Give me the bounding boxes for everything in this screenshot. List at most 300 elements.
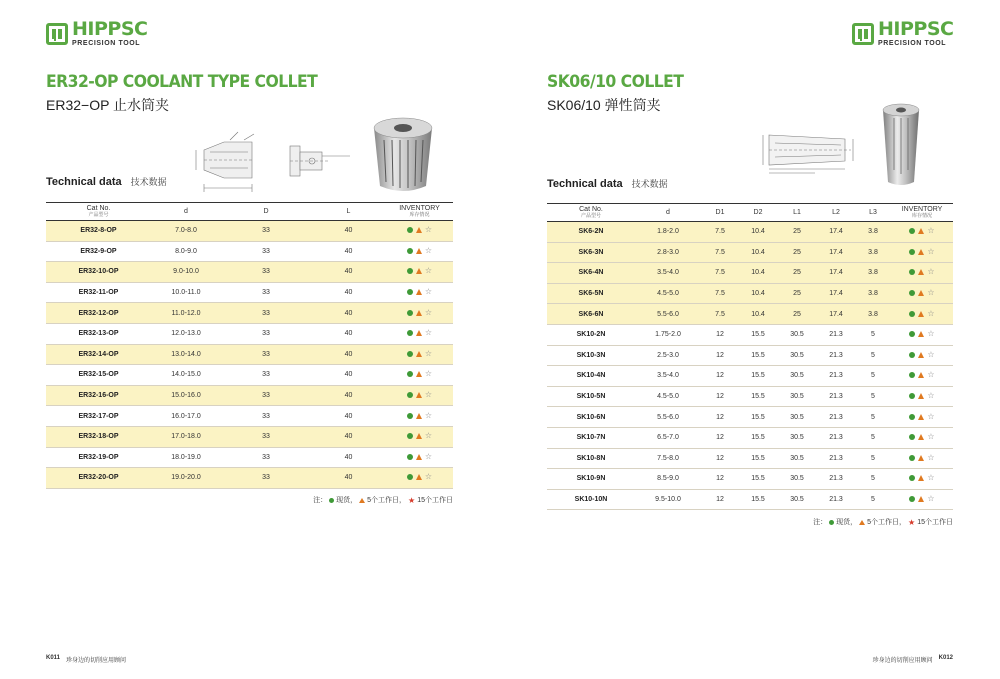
- column-header: D2: [753, 208, 763, 216]
- star-icon: ☆: [424, 245, 433, 255]
- value-cell: 33: [262, 268, 270, 276]
- column-header: INVENTORY 库存情况: [399, 205, 440, 218]
- cat-no-cell: SK10-9N: [576, 475, 606, 483]
- value-cell: 1.8-2.0: [657, 228, 679, 236]
- star-icon: ☆: [927, 411, 935, 421]
- table-row: [46, 426, 453, 447]
- value-cell: 7.5: [715, 310, 725, 318]
- green-dot-icon: [909, 434, 915, 440]
- green-dot-icon: [909, 290, 915, 296]
- value-cell: 8.0-9.0: [175, 247, 197, 255]
- cat-no-cell: SK10-8N: [576, 454, 606, 462]
- cat-no-cell: ER32-19-OP: [78, 453, 119, 461]
- table-row: [46, 406, 453, 427]
- star-icon: ☆: [424, 266, 433, 276]
- value-cell: 5.5-6.0: [657, 413, 679, 421]
- inventory-cell: [386, 385, 453, 406]
- green-dot-icon: [407, 413, 413, 419]
- value-cell: 40: [344, 392, 353, 400]
- value-cell: 5: [871, 372, 875, 380]
- table-row: [547, 469, 953, 490]
- value-cell: 12: [716, 434, 724, 442]
- value-cell: 40: [344, 309, 353, 317]
- page-number: K012: [938, 655, 953, 661]
- value-cell: 5: [871, 454, 875, 462]
- table-row: [46, 221, 453, 242]
- logo-mark-icon: [852, 23, 874, 45]
- orange-triangle-icon: [416, 454, 422, 460]
- value-cell: 30.5: [790, 393, 804, 401]
- value-cell: 10.4: [751, 248, 765, 256]
- value-cell: 7.5-8.0: [657, 454, 679, 462]
- orange-triangle-icon: [918, 331, 924, 337]
- value-cell: 12: [716, 351, 724, 359]
- green-dot-icon: [909, 414, 915, 420]
- inventory-cell: [386, 323, 453, 344]
- technical-data-heading: Technical data 技术数据: [46, 176, 167, 188]
- table-row: [46, 282, 453, 303]
- value-cell: 10.4: [751, 269, 765, 277]
- inventory-cell: [386, 262, 453, 283]
- table-row: [547, 222, 953, 243]
- value-cell: 4.5-5.0: [657, 393, 679, 401]
- inventory-cell: [386, 447, 453, 468]
- star-icon: ☆: [927, 432, 935, 442]
- cat-no-cell: SK6-3N: [578, 248, 604, 256]
- value-cell: 15.5: [751, 331, 765, 339]
- value-cell: 21.3: [829, 413, 843, 421]
- green-dot-icon: [407, 433, 413, 439]
- table-row: [46, 344, 453, 365]
- value-cell: 15.5: [751, 393, 765, 401]
- cat-no-cell: ER32-11-OP: [78, 289, 119, 297]
- brand-name: HIPPSC: [878, 18, 954, 40]
- orange-triangle-icon: [918, 414, 924, 420]
- table-row: [547, 448, 953, 469]
- orange-triangle-icon: [416, 392, 422, 398]
- green-dot-icon: [407, 454, 413, 460]
- value-cell: 10.4: [751, 310, 765, 318]
- value-cell: 15.5: [751, 372, 765, 380]
- value-cell: 12: [716, 372, 724, 380]
- inventory-cell: [386, 426, 453, 447]
- cat-no-cell: SK6-2N: [578, 228, 604, 236]
- star-icon: ☆: [927, 370, 935, 380]
- value-cell: 14.0-15.0: [171, 371, 201, 379]
- table-header: [547, 204, 953, 222]
- green-dot-icon: [329, 498, 334, 503]
- value-cell: 30.5: [790, 496, 804, 504]
- value-cell: 21.3: [829, 351, 843, 359]
- cat-no-cell: ER32-16-OP: [78, 392, 119, 400]
- column-header: L3: [869, 208, 877, 216]
- green-dot-icon: [407, 227, 413, 233]
- value-cell: 3.8: [868, 248, 878, 256]
- green-dot-icon: [407, 289, 413, 295]
- table-body: [46, 221, 453, 489]
- value-cell: 40: [344, 350, 353, 358]
- value-cell: 11.0-12.0: [171, 309, 201, 317]
- inventory-cell: [891, 304, 953, 325]
- value-cell: 17.0-18.0: [171, 433, 201, 441]
- collet-photo: [370, 110, 436, 196]
- star-icon: ☆: [927, 329, 935, 339]
- inventory-cell: [891, 448, 953, 469]
- value-cell: 7.0-8.0: [175, 227, 197, 235]
- green-dot-icon: [909, 269, 915, 275]
- value-cell: 12: [716, 454, 724, 462]
- value-cell: 40: [344, 289, 353, 297]
- value-cell: 15.5: [751, 351, 765, 359]
- value-cell: 25: [793, 269, 801, 277]
- orange-triangle-icon: [918, 455, 924, 461]
- cat-no-cell: ER32-14-OP: [78, 350, 119, 358]
- collet-drawing-icon: [190, 128, 370, 198]
- table-row: [46, 262, 453, 283]
- table-row: [547, 427, 953, 448]
- value-cell: 40: [344, 227, 353, 235]
- page-footer: K011 珍身边的切削应用顾问: [46, 655, 127, 664]
- value-cell: 17.4: [829, 248, 843, 256]
- value-cell: 7.5: [715, 269, 725, 277]
- inventory-cell: [891, 324, 953, 345]
- inventory-cell: [386, 241, 453, 262]
- value-cell: 25: [793, 290, 801, 298]
- star-icon: ☆: [424, 390, 433, 400]
- inventory-cell: [386, 303, 453, 324]
- orange-triangle-icon: [416, 289, 422, 295]
- green-dot-icon: [407, 248, 413, 254]
- brand-logo: [852, 20, 953, 47]
- technical-data-heading: Technical data 技术数据: [547, 178, 668, 190]
- value-cell: 33: [262, 371, 270, 379]
- inventory-cell: [891, 366, 953, 387]
- value-cell: 40: [344, 268, 353, 276]
- inventory-cell: [386, 468, 453, 489]
- brand-name: HIPPSC: [72, 18, 148, 40]
- red-star-icon: ★: [908, 517, 916, 527]
- table-row: [547, 242, 953, 263]
- orange-triangle-icon: [359, 498, 365, 503]
- table-row: [547, 263, 953, 284]
- orange-triangle-icon: [859, 520, 865, 525]
- inventory-cell: [386, 221, 453, 242]
- green-dot-icon: [909, 372, 915, 378]
- cat-no-cell: ER32-12-OP: [78, 309, 119, 317]
- value-cell: 15.5: [751, 454, 765, 462]
- value-cell: 15.5: [751, 475, 765, 483]
- value-cell: 15.5: [751, 496, 765, 504]
- value-cell: 33: [262, 309, 270, 317]
- table-row: [547, 304, 953, 325]
- orange-triangle-icon: [416, 433, 422, 439]
- value-cell: 3.8: [868, 269, 878, 277]
- orange-triangle-icon: [918, 228, 924, 234]
- value-cell: 25: [793, 310, 801, 318]
- cat-no-cell: ER32-8-OP: [80, 227, 117, 235]
- star-icon: ☆: [927, 452, 935, 462]
- value-cell: 40: [344, 330, 353, 338]
- value-cell: 17.4: [829, 290, 843, 298]
- value-cell: 5: [871, 475, 875, 483]
- value-cell: 33: [262, 289, 270, 297]
- red-star-icon: ★: [408, 495, 416, 505]
- value-cell: 5: [871, 413, 875, 421]
- value-cell: 33: [262, 350, 270, 358]
- brand-sub: PRECISION TOOL: [72, 40, 141, 47]
- column-header: L1: [793, 208, 801, 216]
- orange-triangle-icon: [416, 351, 422, 357]
- orange-triangle-icon: [918, 269, 924, 275]
- star-icon: ☆: [424, 472, 433, 482]
- value-cell: 5.5-6.0: [657, 310, 679, 318]
- star-icon: ☆: [424, 328, 433, 338]
- table-row: [46, 323, 453, 344]
- value-cell: 33: [262, 474, 270, 482]
- er32-spec-table: [46, 202, 453, 489]
- value-cell: 4.5-5.0: [657, 290, 679, 298]
- cat-no-cell: SK10-5N: [576, 393, 606, 401]
- value-cell: 8.5-9.0: [657, 475, 679, 483]
- value-cell: 30.5: [790, 372, 804, 380]
- value-cell: 33: [262, 453, 270, 461]
- sk-spec-table: [547, 203, 953, 510]
- value-cell: 12: [716, 393, 724, 401]
- star-icon: ☆: [927, 288, 935, 298]
- value-cell: 33: [262, 247, 270, 255]
- inventory-legend: 注： 现货， 5个工作日， ★ 15个工作日: [813, 517, 953, 527]
- value-cell: 5: [871, 434, 875, 442]
- star-icon: ☆: [424, 410, 433, 420]
- star-icon: ☆: [424, 348, 433, 358]
- inventory-cell: [891, 263, 953, 284]
- value-cell: 5: [871, 496, 875, 504]
- table-header: [46, 203, 453, 221]
- value-cell: 25: [793, 248, 801, 256]
- value-cell: 17.4: [829, 269, 843, 277]
- cat-no-cell: SK6-6N: [578, 310, 604, 318]
- star-icon: ☆: [927, 267, 935, 277]
- column-header: INVENTORY 库存情况: [901, 206, 943, 219]
- value-cell: 10.4: [751, 290, 765, 298]
- value-cell: 13.0-14.0: [171, 350, 201, 358]
- inventory-cell: [891, 427, 953, 448]
- table-row: [46, 385, 453, 406]
- value-cell: 40: [344, 474, 353, 482]
- star-icon: ☆: [424, 451, 433, 461]
- value-cell: 6.5-7.0: [657, 434, 679, 442]
- inventory-cell: [386, 282, 453, 303]
- inventory-cell: [891, 283, 953, 304]
- value-cell: 5: [871, 331, 875, 339]
- value-cell: 5: [871, 393, 875, 401]
- star-icon: ☆: [424, 307, 433, 317]
- green-dot-icon: [407, 392, 413, 398]
- page-subtitle: SK06/10 弹性筒夹: [547, 97, 661, 113]
- value-cell: 18.0-19.0: [171, 453, 201, 461]
- column-header: L: [346, 207, 351, 215]
- orange-triangle-icon: [918, 475, 924, 481]
- cat-no-cell: SK10-4N: [576, 372, 606, 380]
- value-cell: 7.5: [715, 228, 725, 236]
- value-cell: 7.5: [715, 290, 725, 298]
- value-cell: 15.5: [751, 413, 765, 421]
- value-cell: 2.8-3.0: [657, 248, 679, 256]
- cat-no-cell: SK10-3N: [576, 351, 606, 359]
- value-cell: 2.5-3.0: [657, 351, 679, 359]
- green-dot-icon: [407, 474, 413, 480]
- green-dot-icon: [909, 393, 915, 399]
- table-row: [547, 324, 953, 345]
- star-icon: ☆: [927, 473, 935, 483]
- star-icon: ☆: [927, 391, 935, 401]
- green-dot-icon: [909, 352, 915, 358]
- star-icon: ☆: [424, 225, 433, 235]
- value-cell: 40: [344, 412, 353, 420]
- green-dot-icon: [909, 496, 915, 502]
- orange-triangle-icon: [416, 413, 422, 419]
- sk-collet-drawing-icon: [755, 125, 865, 175]
- cat-no-cell: ER32-9-OP: [80, 247, 117, 255]
- value-cell: 30.5: [790, 351, 804, 359]
- value-cell: 12: [716, 413, 724, 421]
- star-icon: ☆: [927, 308, 935, 318]
- page-number: K011: [46, 655, 61, 661]
- star-icon: ☆: [927, 246, 935, 256]
- orange-triangle-icon: [918, 496, 924, 502]
- cat-no-cell: ER32-13-OP: [78, 330, 119, 338]
- green-dot-icon: [909, 331, 915, 337]
- table-row: [46, 447, 453, 468]
- cat-no-cell: SK10-7N: [576, 434, 606, 442]
- table-row: [547, 407, 953, 428]
- green-dot-icon: [909, 455, 915, 461]
- logo-mark-icon: [46, 23, 68, 45]
- green-dot-icon: [909, 228, 915, 234]
- brand-logo: [46, 20, 147, 47]
- value-cell: 33: [262, 330, 270, 338]
- table-row: [46, 303, 453, 324]
- inventory-cell: [891, 489, 953, 510]
- value-cell: 17.4: [829, 310, 843, 318]
- value-cell: 33: [262, 392, 270, 400]
- value-cell: 9.0-10.0: [173, 268, 199, 276]
- cat-no-cell: SK10-2N: [576, 331, 606, 339]
- value-cell: 12.0-13.0: [171, 330, 201, 338]
- table-body: [547, 222, 953, 510]
- orange-triangle-icon: [416, 248, 422, 254]
- green-dot-icon: [407, 371, 413, 377]
- orange-triangle-icon: [416, 310, 422, 316]
- green-dot-icon: [407, 351, 413, 357]
- value-cell: 33: [262, 227, 270, 235]
- column-header: D1: [715, 208, 725, 216]
- table-row: [46, 241, 453, 262]
- orange-triangle-icon: [918, 249, 924, 255]
- value-cell: 3.5-4.0: [657, 372, 679, 380]
- value-cell: 33: [262, 433, 270, 441]
- right-page: [500, 0, 1000, 679]
- page-subtitle: ER32−OP 止水筒夹: [46, 97, 170, 113]
- inventory-cell: [891, 386, 953, 407]
- value-cell: 19.0-20.0: [171, 474, 201, 482]
- inventory-cell: [891, 242, 953, 263]
- cat-no-cell: SK6-5N: [578, 290, 604, 298]
- page-footer: 珍身边的切削应用顾问 K012: [872, 655, 953, 664]
- value-cell: 12: [716, 496, 724, 504]
- value-cell: 30.5: [790, 454, 804, 462]
- table-row: [547, 283, 953, 304]
- brand-sub: PRECISION TOOL: [878, 40, 947, 47]
- orange-triangle-icon: [416, 330, 422, 336]
- cat-no-cell: ER32-10-OP: [78, 268, 119, 276]
- table-row: [547, 489, 953, 510]
- cat-no-cell: ER32-15-OP: [78, 371, 119, 379]
- inventory-cell: [891, 469, 953, 490]
- cat-no-cell: SK6-4N: [578, 269, 604, 277]
- value-cell: 15.5: [751, 434, 765, 442]
- value-cell: 40: [344, 247, 353, 255]
- orange-triangle-icon: [918, 434, 924, 440]
- orange-triangle-icon: [416, 371, 422, 377]
- value-cell: 3.8: [868, 290, 878, 298]
- value-cell: 5: [871, 351, 875, 359]
- value-cell: 21.3: [829, 454, 843, 462]
- value-cell: 10.0-11.0: [171, 289, 201, 297]
- page-title: ER32-OP COOLANT TYPE COLLET: [46, 72, 318, 92]
- inventory-cell: [386, 344, 453, 365]
- inventory-cell: [891, 345, 953, 366]
- value-cell: 9.5-10.0: [655, 496, 681, 504]
- orange-triangle-icon: [918, 290, 924, 296]
- value-cell: 25: [793, 228, 801, 236]
- column-header: D: [263, 207, 269, 215]
- orange-triangle-icon: [918, 311, 924, 317]
- inventory-cell: [386, 406, 453, 427]
- table-row: [547, 345, 953, 366]
- value-cell: 10.4: [751, 228, 765, 236]
- value-cell: 21.3: [829, 434, 843, 442]
- orange-triangle-icon: [416, 227, 422, 233]
- column-header: d: [184, 207, 188, 215]
- value-cell: 30.5: [790, 413, 804, 421]
- value-cell: 30.5: [790, 434, 804, 442]
- value-cell: 21.3: [829, 393, 843, 401]
- star-icon: ☆: [927, 349, 935, 359]
- value-cell: 17.4: [829, 228, 843, 236]
- green-dot-icon: [909, 249, 915, 255]
- cat-no-cell: ER32-17-OP: [78, 412, 119, 420]
- star-icon: ☆: [424, 431, 433, 441]
- value-cell: 30.5: [790, 331, 804, 339]
- sk-collet-photo: [878, 100, 924, 190]
- value-cell: 30.5: [790, 475, 804, 483]
- orange-triangle-icon: [918, 393, 924, 399]
- value-cell: 40: [344, 433, 353, 441]
- inventory-legend: 注： 现货， 5个工作日， ★ 15个工作日: [313, 495, 453, 505]
- cat-no-cell: ER32-18-OP: [78, 433, 119, 441]
- value-cell: 3.8: [868, 310, 878, 318]
- table-row: [46, 468, 453, 489]
- column-header: Cat No. 产品型号: [579, 206, 603, 219]
- orange-triangle-icon: [416, 474, 422, 480]
- value-cell: 1.75-2.0: [655, 331, 681, 339]
- value-cell: 21.3: [829, 331, 843, 339]
- value-cell: 12: [716, 475, 724, 483]
- value-cell: 21.3: [829, 496, 843, 504]
- value-cell: 21.3: [829, 475, 843, 483]
- column-header: d: [666, 208, 670, 216]
